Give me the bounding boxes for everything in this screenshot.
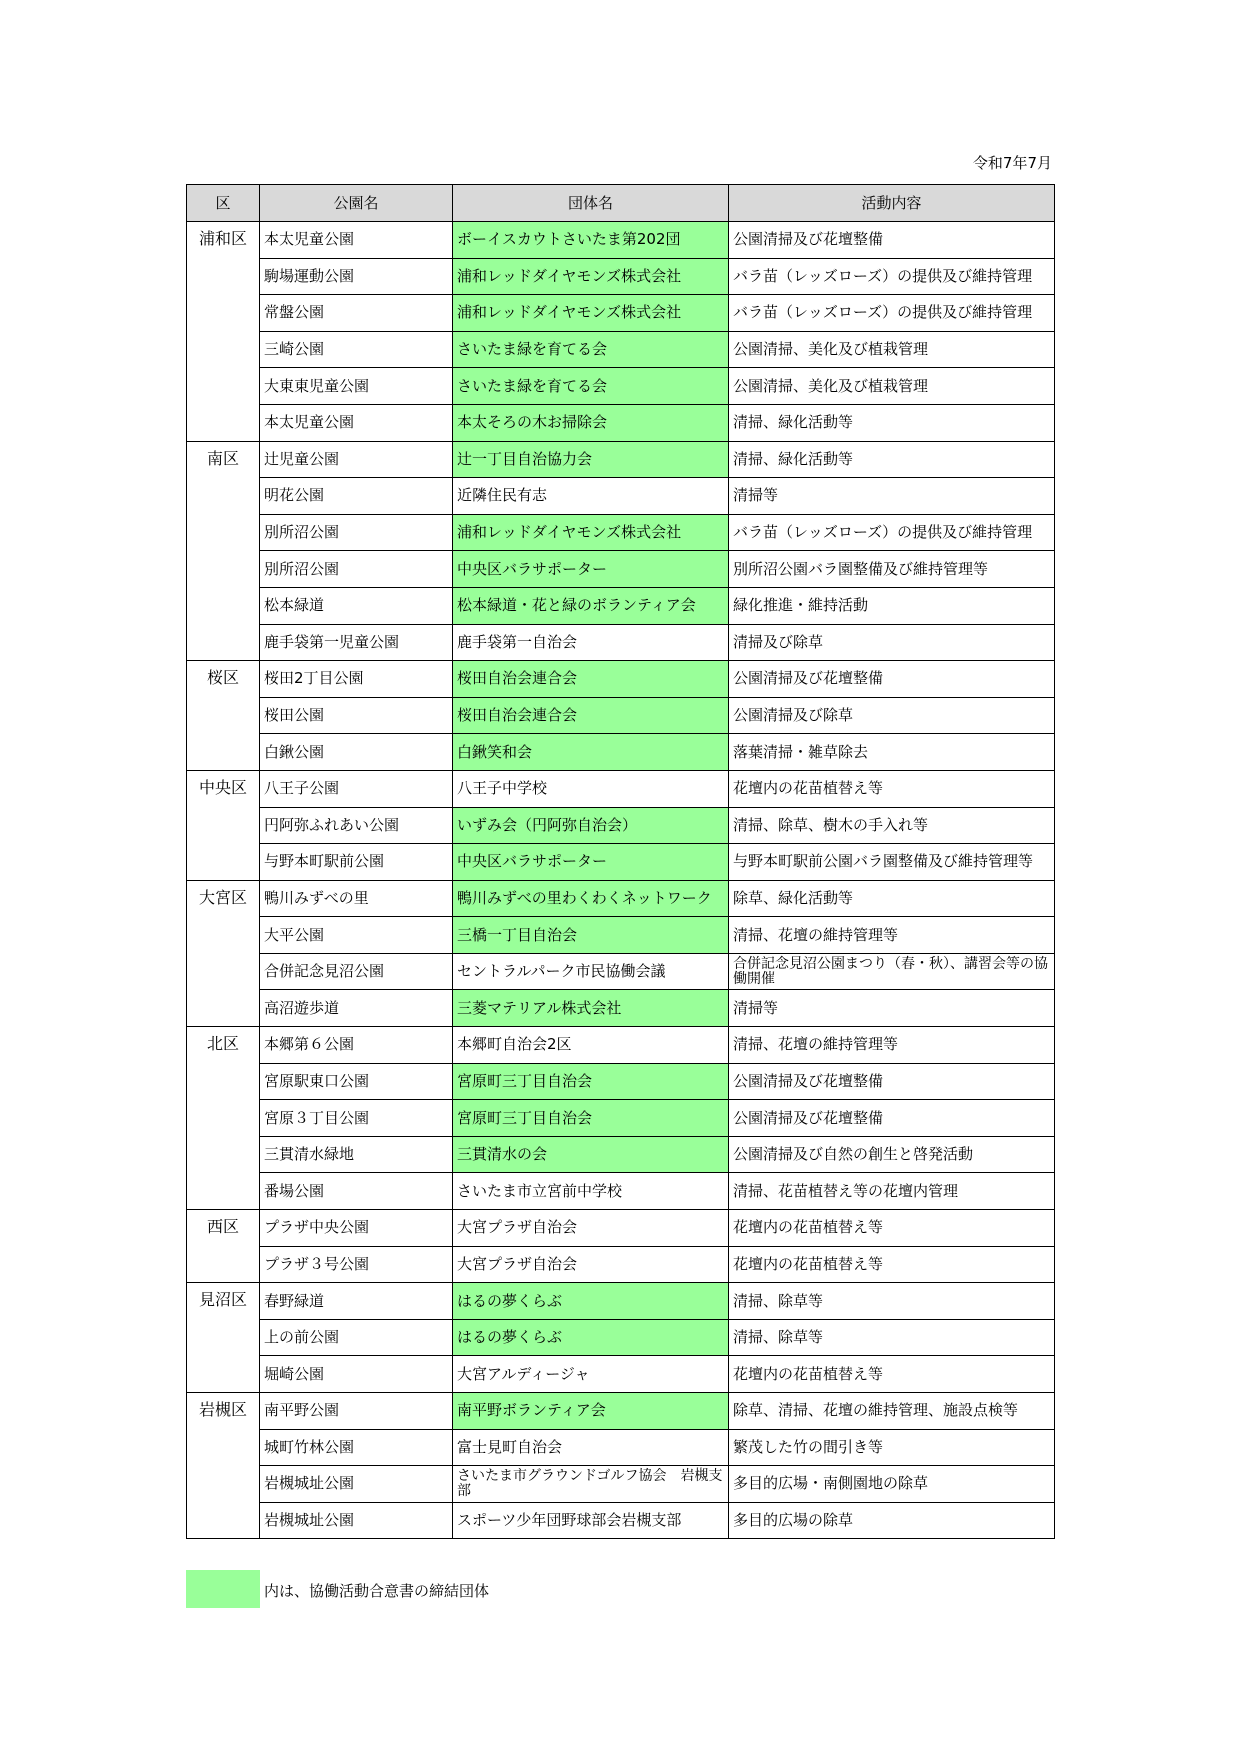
activity-cell: 清掃、花壇の維持管理等 (729, 917, 1055, 954)
table-row (187, 587, 1055, 624)
park-cell: 常盤公園 (260, 295, 453, 332)
activity-cell: 清掃、緑化活動等 (729, 404, 1055, 441)
table-body (187, 222, 1055, 1539)
header-activity: 活動内容 (729, 185, 1055, 222)
activity-cell: 公園清掃及び除草 (729, 697, 1055, 734)
activity-cell: 花壇内の花苗植替え等 (729, 1356, 1055, 1393)
activity-cell: 繁茂した竹の間引き等 (729, 1429, 1055, 1466)
table-row (187, 1063, 1055, 1100)
ward-cell: 西区 (187, 1210, 260, 1283)
activity-cell: 公園清掃及び花壇整備 (729, 222, 1055, 259)
park-cell: 春野緑道 (260, 1283, 453, 1320)
organization-cell: 鴨川みずべの里わくわくネットワーク (453, 880, 729, 917)
organization-cell: 鹿手袋第一自治会 (453, 624, 729, 661)
table-row (187, 1319, 1055, 1356)
organization-cell: ボーイスカウトさいたま第202団 (453, 222, 729, 259)
activity-cell: 公園清掃及び花壇整備 (729, 661, 1055, 698)
table-row (187, 441, 1055, 478)
table-row (187, 1027, 1055, 1064)
organization-cell: さいたま緑を育てる会 (453, 368, 729, 405)
organization-cell: 大宮プラザ自治会 (453, 1246, 729, 1283)
park-cell: 本太児童公園 (260, 404, 453, 441)
organization-cell: はるの夢くらぶ (453, 1319, 729, 1356)
park-cell: 大平公園 (260, 917, 453, 954)
park-cell: 桜田2丁目公園 (260, 661, 453, 698)
activity-cell: 清掃、除草等 (729, 1319, 1055, 1356)
park-cell: 別所沼公園 (260, 514, 453, 551)
organization-cell: 桜田自治会連合会 (453, 697, 729, 734)
header-organization: 団体名 (453, 185, 729, 222)
table-row (187, 734, 1055, 771)
activity-cell: 落葉清掃・雑草除去 (729, 734, 1055, 771)
organization-cell: 中央区バラサポーター (453, 844, 729, 881)
organization-cell: 三貫清水の会 (453, 1136, 729, 1173)
table-row (187, 1173, 1055, 1210)
table-row (187, 661, 1055, 698)
table-row (187, 222, 1055, 259)
park-cell: 駒場運動公園 (260, 258, 453, 295)
organization-cell: 富士見町自治会 (453, 1429, 729, 1466)
park-cell: 鴨川みずべの里 (260, 880, 453, 917)
park-cell: 三貫清水緑地 (260, 1136, 453, 1173)
activity-cell: 清掃及び除草 (729, 624, 1055, 661)
organization-cell: 宮原町三丁目自治会 (453, 1100, 729, 1137)
ward-cell: 浦和区 (187, 222, 260, 442)
organization-cell: 八王子中学校 (453, 770, 729, 807)
activity-cell: 清掃、花苗植替え等の花壇内管理 (729, 1173, 1055, 1210)
organization-cell: 白鍬笑和会 (453, 734, 729, 771)
organization-cell: 近隣住民有志 (453, 478, 729, 515)
document-date: 令和7年7月 (972, 154, 1052, 172)
activity-cell: 清掃等 (729, 990, 1055, 1027)
activity-cell: 花壇内の花苗植替え等 (729, 770, 1055, 807)
activity-cell: 清掃、花壇の維持管理等 (729, 1027, 1055, 1064)
activity-cell: 公園清掃及び自然の創生と啓発活動 (729, 1136, 1055, 1173)
activity-cell: 公園清掃、美化及び植栽管理 (729, 368, 1055, 405)
park-cell: 合併記念見沼公園 (260, 953, 453, 990)
legend-swatch (186, 1570, 260, 1608)
activity-cell: 除草、清掃、花壇の維持管理、施設点検等 (729, 1393, 1055, 1430)
organization-cell: 宮原町三丁目自治会 (453, 1063, 729, 1100)
organization-cell: スポーツ少年団野球部会岩槻支部 (453, 1502, 729, 1539)
activity-cell: 多目的広場の除草 (729, 1502, 1055, 1539)
table-row (187, 514, 1055, 551)
legend-text: 内は、協働活動合意書の締結団体 (264, 1582, 490, 1600)
table-row (187, 258, 1055, 295)
activity-cell: 清掃、除草、樹木の手入れ等 (729, 807, 1055, 844)
activity-cell: 公園清掃及び花壇整備 (729, 1063, 1055, 1100)
organization-cell: 南平野ボランティア会 (453, 1393, 729, 1430)
organization-cell: 本郷町自治会2区 (453, 1027, 729, 1064)
table-row (187, 880, 1055, 917)
table-row (187, 1429, 1055, 1466)
table-row (187, 990, 1055, 1027)
ward-cell: 見沼区 (187, 1283, 260, 1393)
park-cell: 八王子公園 (260, 770, 453, 807)
ward-cell: 中央区 (187, 770, 260, 880)
park-cell: 宮原駅東口公園 (260, 1063, 453, 1100)
activity-cell: バラ苗（レッズローズ）の提供及び維持管理 (729, 258, 1055, 295)
table-row (187, 295, 1055, 332)
activity-cell: 花壇内の花苗植替え等 (729, 1246, 1055, 1283)
table-row (187, 368, 1055, 405)
ward-cell: 桜区 (187, 661, 260, 771)
park-cell: 城町竹林公園 (260, 1429, 453, 1466)
organization-cell: さいたま市グラウンドゴルフ協会 岩槻支部 (453, 1466, 729, 1503)
park-cell: 岩槻城址公園 (260, 1502, 453, 1539)
park-cell: 本太児童公園 (260, 222, 453, 259)
table-header-row (187, 185, 1055, 222)
activity-cell: 花壇内の花苗植替え等 (729, 1210, 1055, 1247)
organization-cell: セントラルパーク市民協働会議 (453, 953, 729, 990)
table-row (187, 1283, 1055, 1320)
organization-cell: 浦和レッドダイヤモンズ株式会社 (453, 514, 729, 551)
ward-cell: 大宮区 (187, 880, 260, 1026)
organization-cell: はるの夢くらぶ (453, 1283, 729, 1320)
table-row (187, 624, 1055, 661)
park-cell: 松本緑道 (260, 587, 453, 624)
park-cell: 大東東児童公園 (260, 368, 453, 405)
organization-cell: 浦和レッドダイヤモンズ株式会社 (453, 258, 729, 295)
table-row (187, 770, 1055, 807)
table-row (187, 1210, 1055, 1247)
organization-cell: 辻一丁目自治協力会 (453, 441, 729, 478)
header-ward: 区 (187, 185, 260, 222)
organization-cell: 浦和レッドダイヤモンズ株式会社 (453, 295, 729, 332)
activity-cell: バラ苗（レッズローズ）の提供及び維持管理 (729, 514, 1055, 551)
park-cell: 白鍬公園 (260, 734, 453, 771)
activity-cell: 多目的広場・南側園地の除草 (729, 1466, 1055, 1503)
park-cell: 岩槻城址公園 (260, 1466, 453, 1503)
organization-cell: 中央区バラサポーター (453, 551, 729, 588)
table-row (187, 917, 1055, 954)
organization-cell: さいたま緑を育てる会 (453, 331, 729, 368)
park-cell: 三崎公園 (260, 331, 453, 368)
table-row (187, 1466, 1055, 1503)
park-cell: 番場公園 (260, 1173, 453, 1210)
organization-cell: 大宮アルディージャ (453, 1356, 729, 1393)
park-cell: プラザ中央公園 (260, 1210, 453, 1247)
park-cell: 宮原３丁目公園 (260, 1100, 453, 1137)
activity-cell: 公園清掃及び花壇整備 (729, 1100, 1055, 1137)
ward-cell: 南区 (187, 441, 260, 661)
activity-cell: 緑化推進・維持活動 (729, 587, 1055, 624)
header-park: 公園名 (260, 185, 453, 222)
organization-cell: 松本緑道・花と緑のボランティア会 (453, 587, 729, 624)
table-row (187, 478, 1055, 515)
table-row (187, 953, 1055, 990)
park-cell: 鹿手袋第一児童公園 (260, 624, 453, 661)
table-row (187, 697, 1055, 734)
organization-cell: さいたま市立宮前中学校 (453, 1173, 729, 1210)
organization-cell: 本太そろの木お掃除会 (453, 404, 729, 441)
activity-cell: 清掃等 (729, 478, 1055, 515)
park-cell: 上の前公園 (260, 1319, 453, 1356)
park-cell: 明花公園 (260, 478, 453, 515)
park-cell: 辻児童公園 (260, 441, 453, 478)
park-cell: 与野本町駅前公園 (260, 844, 453, 881)
table-row (187, 1100, 1055, 1137)
table-row (187, 1356, 1055, 1393)
activity-cell: 合併記念見沼公園まつり（春・秋）、講習会等の協働開催 (729, 953, 1055, 990)
ward-cell: 岩槻区 (187, 1393, 260, 1539)
table-row (187, 1246, 1055, 1283)
table-row (187, 551, 1055, 588)
table-row (187, 807, 1055, 844)
activity-cell: 与野本町駅前公園バラ園整備及び維持管理等 (729, 844, 1055, 881)
activity-cell: 除草、緑化活動等 (729, 880, 1055, 917)
organization-cell: 大宮プラザ自治会 (453, 1210, 729, 1247)
park-activity-table (186, 184, 1055, 1539)
park-cell: 高沼遊歩道 (260, 990, 453, 1027)
park-cell: プラザ３号公園 (260, 1246, 453, 1283)
table-row (187, 404, 1055, 441)
table-row (187, 331, 1055, 368)
park-cell: 本郷第６公園 (260, 1027, 453, 1064)
activity-cell: 公園清掃、美化及び植栽管理 (729, 331, 1055, 368)
activity-cell: 別所沼公園バラ園整備及び維持管理等 (729, 551, 1055, 588)
park-cell: 南平野公園 (260, 1393, 453, 1430)
park-cell: 桜田公園 (260, 697, 453, 734)
table-row (187, 1136, 1055, 1173)
park-cell: 別所沼公園 (260, 551, 453, 588)
table-row (187, 844, 1055, 881)
park-cell: 円阿弥ふれあい公園 (260, 807, 453, 844)
activity-cell: 清掃、除草等 (729, 1283, 1055, 1320)
ward-cell: 北区 (187, 1027, 260, 1210)
table-row (187, 1502, 1055, 1539)
organization-cell: 三菱マテリアル株式会社 (453, 990, 729, 1027)
organization-cell: 桜田自治会連合会 (453, 661, 729, 698)
table-row (187, 1393, 1055, 1430)
organization-cell: 三橋一丁目自治会 (453, 917, 729, 954)
activity-cell: 清掃、緑化活動等 (729, 441, 1055, 478)
activity-cell: バラ苗（レッズローズ）の提供及び維持管理 (729, 295, 1055, 332)
park-cell: 堀崎公園 (260, 1356, 453, 1393)
organization-cell: いずみ会（円阿弥自治会） (453, 807, 729, 844)
